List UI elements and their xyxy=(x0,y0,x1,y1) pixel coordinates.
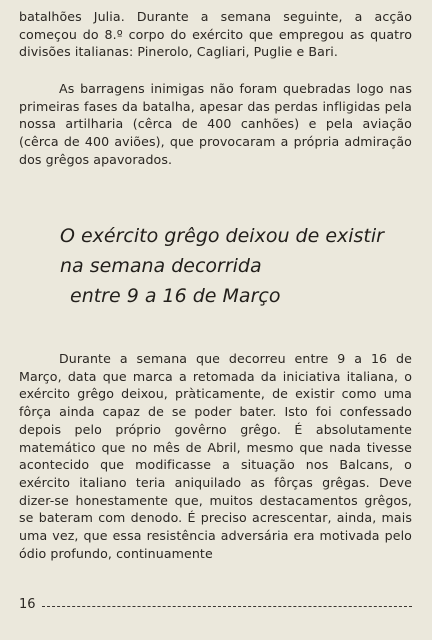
heading-line: entre 9 a 16 de Março xyxy=(70,285,281,307)
body-paragraph: Durante a semana que decorreu entre 9 a 16 de Março, data que marca a retomada da iniciativa italiana, o exército grêgo deixou, pràticamente, de existir como uma fôrça ainda capaz de se poder bater. Isto foi confessado depois pelo próprio govêrno grêgo. É absolutamente matemático que no mês de Abril, mesmo que nada tivesse acontecido que modificasse a situação nos Balcans, o exército italiano teria aniquilado as fôrças grêgas. Deve dizer-se honestamente que, muitos destacamentos grêgos, se bateram com denodo. É preciso acrescentar, ainda, mais uma vez, que essa resistência adversária era motivada pelo ódio profundo, continuamente xyxy=(19,351,412,561)
page-footer xyxy=(19,596,412,614)
section-heading xyxy=(60,221,420,311)
body-paragraph: As barragens inimigas não foram quebradas logo nas primeiras fases da batalha, apesar das perdas infligidas pela nossa artilharia (cêrca de 400 canhões) e pela aviação (cêrca de 400 aviões), que provocaram a própria admiração dos grêgos apavorados. xyxy=(19,81,412,167)
heading-line: O exército grêgo deixou de existir xyxy=(60,225,384,247)
heading-line: na semana decorrida xyxy=(60,255,262,277)
body-paragraph: batalhões Julia. Durante a semana seguinte, a acção começou do 8.º corpo do exército que empregou as quatro divisões italianas: Pinerolo, Cagliari, Puglie e Bari. xyxy=(19,9,412,60)
page-number: 16 xyxy=(19,597,36,612)
footer-rule xyxy=(42,606,412,607)
